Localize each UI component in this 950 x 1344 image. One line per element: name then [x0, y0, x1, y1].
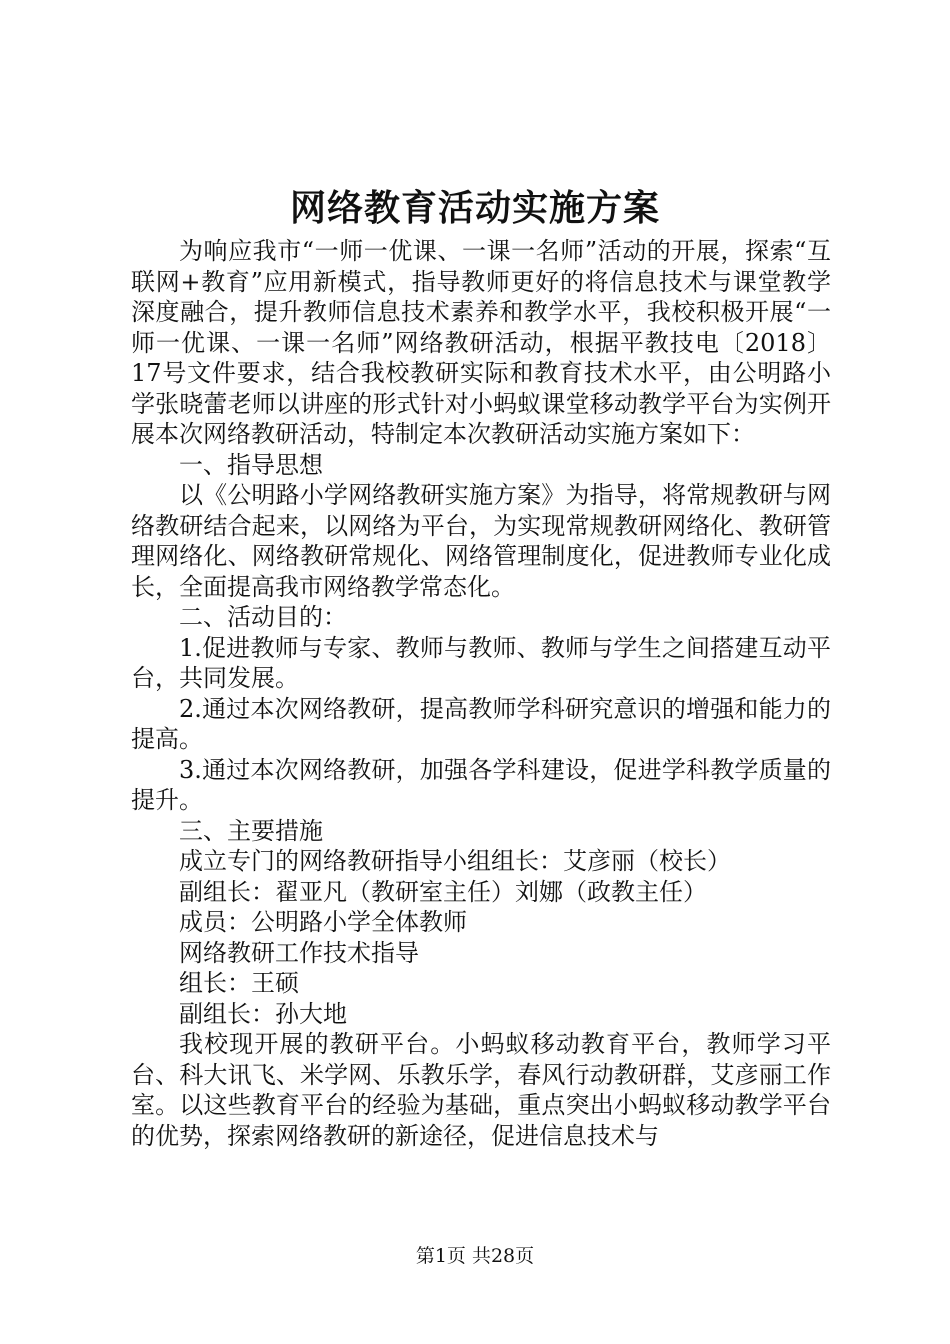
section-heading-main-measures: 三、主要措施 [179, 816, 323, 845]
purpose-item-2: 2.通过本次网络教研，提高教师学科研究意识的增强和能力的提高。 [131, 694, 831, 753]
page-footer: 第1页 共28页 [415, 1245, 535, 1267]
document-body [131, 236, 831, 1151]
guiding-ideology-paragraph: 以《公明路小学网络教研实施方案》为指导，将常规教研与网络教研结合起来，以网络为平台，为实现常规教研网络化、教研管理网络化、网络教研常规化、网络管理制度化，促进教师专业化成长，全面提高我市网络教学常态化。 [131, 481, 831, 601]
deputy-leaders-line: 副组长：翟亚凡（教研室主任）刘娜（政教主任） [179, 877, 707, 906]
platforms-paragraph: 我校现开展的教研平台。小蚂蚁移动教育平台，教师学习平台、科大讯飞、米学网、乐教乐学，春风行动教研群，艾彦丽工作室。以这些教育平台的经验为基础，重点突出小蚂蚁移动教学平台的优势，探索网络教研的新途径，促进信息技术与 [131, 1030, 831, 1150]
tech-leader-line: 组长：王硕 [179, 969, 299, 997]
document-title: 网络教育活动实施方案 [289, 187, 660, 229]
group-leader-line: 成立专门的网络教研指导小组组长：艾彦丽（校长） [179, 847, 731, 875]
section-heading-activity-purpose: 二、活动目的： [179, 603, 347, 631]
members-line: 成员：公明路小学全体教师 [179, 908, 467, 936]
purpose-item-1: 1.促进教师与专家、教师与教师、教师与学生之间搭建互动平台，共同发展。 [131, 633, 831, 692]
section-heading-guiding-ideology: 一、指导思想 [179, 450, 323, 479]
purpose-item-3: 3.通过本次网络教研，加强各学科建设，促进学科教学质量的提升。 [131, 755, 831, 814]
intro-paragraph: 为响应我市“一师一优课、一课一名师”活动的开展，探索“互联网+教育”应用新模式，指导教师更好的将信息技术与课堂教学深度融合，提升教师信息技术素养和教学水平，我校积极开展“一师一优课、一课一名师”网络教研活动，根据平教技电〔2018〕17号文件要求，结合我校教研实际和教育技术水平，由公明路小学张晓蕾老师以讲座的形式针对小蚂蚁课堂移动教学平台为实例开展本次网络教研活动，特制定本次教研活动实施方案如下： [131, 237, 831, 448]
tech-guidance-line: 网络教研工作技术指导 [179, 938, 419, 967]
tech-deputy-line: 副组长：孙大地 [179, 999, 347, 1028]
